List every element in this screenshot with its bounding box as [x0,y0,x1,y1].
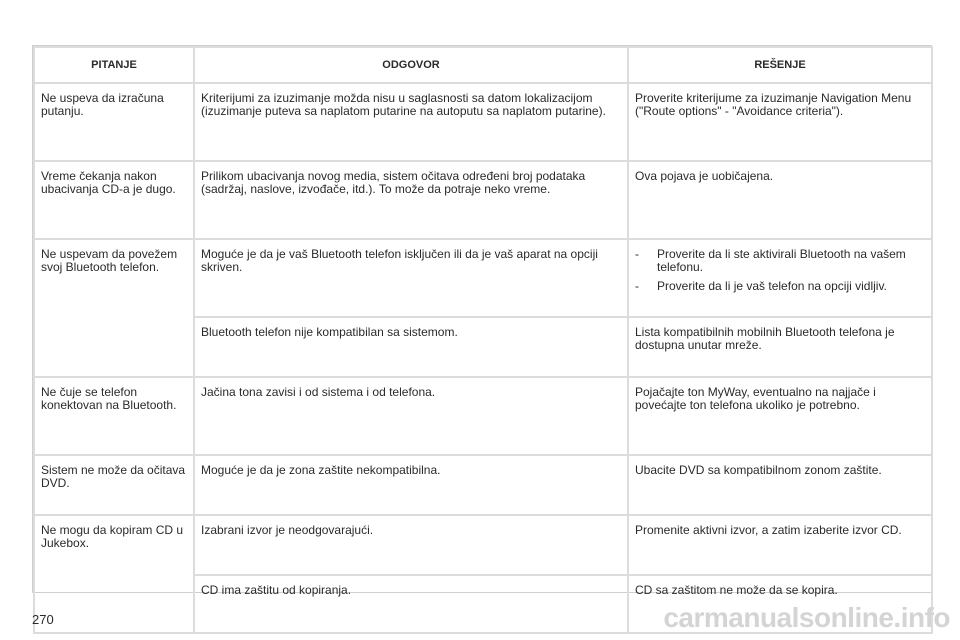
table-row [34,515,932,575]
answer-cell: Moguće je da je vaš Bluetooth telefon isključen ili da je vaš aparat na opciji skriven. [194,239,628,317]
table-row [34,83,932,161]
table-row [34,161,932,239]
solution-cell: Pojačajte ton MyWay, eventualno na najjače i povećajte ton telefona ukoliko je potrebno. [628,377,932,455]
solution-cell: Promenite aktivni izvor, a zatim izaberite izvor CD. [628,515,932,575]
question-cell: Ne uspeva da izračuna putanju. [34,83,194,161]
list-item-text: Proverite da li ste aktivirali Bluetooth na vašem telefonu. [657,247,906,274]
list-item [635,248,925,274]
table-row [34,455,932,515]
question-cell: Sistem ne može da očitava DVD. [34,455,194,515]
answer-cell: Bluetooth telefon nije kompatibilan sa sistemom. [194,317,628,377]
troubleshooting-table-container [32,45,932,597]
answer-cell: CD ima zaštitu od kopiranja. [194,575,628,633]
header-solution: REŠENJE [628,47,932,83]
answer-cell: Prilikom ubacivanja novog media, sistem očitava određeni broj podataka (sadržaj, naslove, izvođače, itd.). To može da potraje neko vreme. [194,161,628,239]
header-question: PITANJE [34,47,194,83]
table-header-row [34,47,932,83]
solution-cell: Proverite kriterijume za izuzimanje Navigation Menu ("Route options" - "Avoidance criteria"). [628,83,932,161]
table-row [34,377,932,455]
list-item [635,280,925,293]
dash-bullet: - [635,247,639,261]
dash-bullet: - [635,279,639,293]
solution-list [635,248,925,293]
answer-cell: Moguće je da je zona zaštite nekompatibilna. [194,455,628,515]
solution-cell: CD sa zaštitom ne može da se kopira. [628,575,932,633]
question-cell: Ne mogu da kopiram CD u Jukebox. [34,515,194,633]
answer-cell: Jačina tona zavisi i od sistema i od telefona. [194,377,628,455]
answer-cell: Kriterijumi za izuzimanje možda nisu u saglasnosti sa datom lokalizacijom (izuzimanje puteva sa naplatom putarine na autoputu sa naplatom putarine). [194,83,628,161]
solution-cell: Lista kompatibilnih mobilnih Bluetooth telefona je dostupna unutar mreže. [628,317,932,377]
header-answer: ODGOVOR [194,47,628,83]
page-number: 270 [32,612,54,627]
question-cell: Ne uspevam da povežem svoj Bluetooth telefon. [34,239,194,377]
question-cell: Vreme čekanja nakon ubacivanja CD-a je dugo. [34,161,194,239]
answer-cell: Izabrani izvor je neodgovarajući. [194,515,628,575]
list-item-text: Proverite da li je vaš telefon na opciji vidljiv. [657,279,887,293]
solution-cell: Ova pojava je uobičajena. [628,161,932,239]
question-cell: Ne čuje se telefon konektovan na Bluetooth. [34,377,194,455]
watermark: carmanualsonline.info [663,602,950,633]
solution-cell: Ubacite DVD sa kompatibilnom zonom zaštite. [628,455,932,515]
table-row [34,239,932,317]
troubleshooting-table [33,46,933,634]
solution-cell [628,239,932,317]
